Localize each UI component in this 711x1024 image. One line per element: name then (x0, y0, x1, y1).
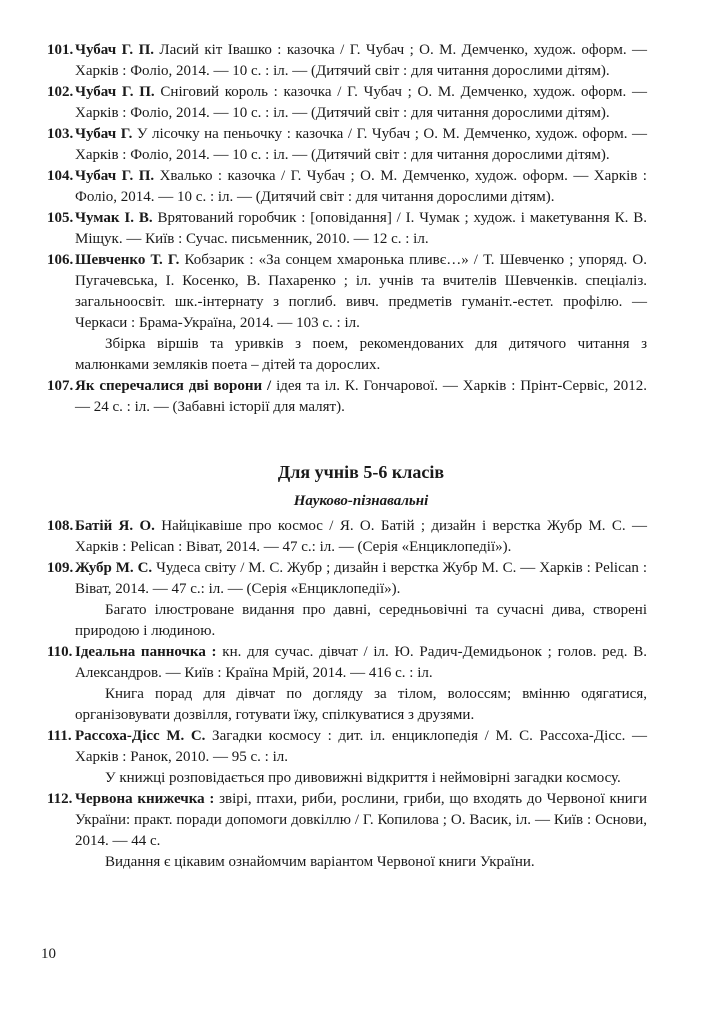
entry-description: У лісочку на пеньочку : казочка / Г. Чубач ; О. М. Демченко, худож. оформ. — Харків : Фоліо, 2014. — 10 с. : іл. — (Дитячий світ : для читання дорослими дітям). (75, 126, 647, 163)
entry-author: Чубач Г. (75, 126, 133, 142)
entry-annotation: У книжці розповідається про дивовижні відкриття і неймовірні загадки космосу. (105, 770, 621, 786)
entry-author: Жубр М. С. (75, 560, 153, 576)
entry-author: Ідеальна панночка : (75, 644, 217, 660)
entry-author: Рассоха-Дісс М. С. (75, 728, 206, 744)
entry-author: Чубач Г. П. (75, 84, 155, 100)
list-item (47, 516, 647, 558)
list-item (47, 558, 647, 642)
entries-bottom (47, 516, 647, 873)
list-item (47, 376, 647, 418)
entry-text (75, 726, 647, 768)
section-title: Для учнів 5-6 класів (277, 462, 445, 482)
list-item (47, 208, 647, 250)
entry-text (75, 516, 647, 558)
section-spacer (47, 418, 647, 460)
entry-text (75, 40, 647, 82)
entry-annotation: Збірка віршів та уривків з поем, рекомендованих для дитячого читання з малюнками земляків поета – дітей та дорослих. (75, 336, 647, 373)
entry-author: Чубач Г. П. (75, 42, 154, 58)
entry-annotation: Видання є цікавим ознайомчим варіантом Червоної книги України. (105, 854, 535, 870)
entry-number: 108. (47, 518, 74, 534)
list-item (47, 642, 647, 726)
list-item (47, 726, 647, 789)
entries-top (47, 40, 647, 418)
entry-text (75, 166, 647, 208)
list-item (47, 124, 647, 166)
entry-text (75, 82, 647, 124)
entry-text (75, 250, 647, 334)
list-item (47, 789, 647, 873)
entry-text (75, 124, 647, 166)
entry-number: 107. (47, 378, 74, 394)
list-item (47, 250, 647, 376)
entry-author: Батій Я. О. (75, 518, 155, 534)
entry-description: Чудеса світу / М. С. Жубр ; дизайн і верстка Жубр М. С. — Харків : Pelican : Віват, 2014. — 47 с.: іл. — (Серія «Енциклопедії»). (75, 560, 647, 597)
entry-description: Загадки космосу : дит. іл. енциклопедія / М. С. Рассоха-Дісс. — Харків : Ранок, 2010. — 95 с. : іл. (75, 728, 647, 765)
entry-author: Червона книжечка : (75, 791, 215, 807)
entry-description: Кобзарик : «За сонцем хмаронька пливє…» / Т. Шевченко ; упоряд. О. Пугачевська, І. Косенко, В. Пахаренко ; іл. учнів та вчителів Шевченків. спеціаліз. загальноосвіт. шк.-інтернату з поглиб. вивч. предметів гуманіт.-естет. профілю. — Черкаси : Брама-Україна, 2014. — 103 с. : іл. (75, 252, 647, 331)
entry-description: кн. для сучас. дівчат / іл. Ю. Радич-Демидьонок ; голов. ред. В. Александров. — Київ : Країна Мрій, 2014. — 416 с. : іл. (75, 644, 647, 681)
entry-number: 101. (47, 42, 74, 58)
entry-text (75, 789, 647, 852)
entry-text (75, 642, 647, 684)
entry-number: 103. (47, 126, 74, 142)
list-item (47, 40, 647, 82)
entry-number: 106. (47, 252, 74, 268)
entry-author: Чубач Г. П. (75, 168, 155, 184)
entry-annotation: Багато ілюстроване видання про давні, середньовічні та сучасні дива, створені природою і людиною. (75, 602, 647, 639)
entry-description: Найцікавіше про космос / Я. О. Батій ; дизайн і верстка Жубр М. С. — Харків : Pelican : Віват, 2014. — 47 с.: іл. — (Серія «Енциклопедії»). (75, 518, 647, 555)
entry-number: 111. (47, 728, 72, 744)
entry-number: 110. (47, 644, 73, 660)
entry-description: Ласий кіт Івашко : казочка / Г. Чубач ; О. М. Демченко, худож. оформ. — Харків : Фоліо, 2014. — 10 с. : іл. — (Дитячий світ : для читання дорослими дітям). (75, 42, 647, 79)
entry-author: Як сперечалися дві ворони / (75, 378, 272, 394)
entry-number: 109. (47, 560, 74, 576)
entry-text (75, 376, 647, 418)
entry-text (75, 208, 647, 250)
list-item (47, 166, 647, 208)
entry-text (75, 558, 647, 600)
page-content (47, 40, 647, 873)
entry-number: 102. (47, 84, 74, 100)
list-item (47, 82, 647, 124)
entry-number: 104. (47, 168, 74, 184)
entry-description: Сніговий король : казочка / Г. Чубач ; О. М. Демченко, худож. оформ. — Харків : Фоліо, 2014. — 10 с. : іл. — (Дитячий світ : для читання дорослими дітям). (75, 84, 647, 121)
entry-author: Чумак І. В. (75, 210, 153, 226)
entry-author: Шевченко Т. Г. (75, 252, 180, 268)
section-subtitle: Науково-пізнавальні (293, 493, 429, 509)
entry-description: Врятований горобчик : [оповідання] / І. Чумак ; худож. і макетування К. В. Міщук. — Київ : Сучас. письменник, 2010. — 12 с. : іл. (75, 210, 647, 247)
entry-number: 105. (47, 210, 74, 226)
entry-number: 112. (47, 791, 73, 807)
page-number: 10 (41, 946, 56, 962)
entry-description: Хвалько : казочка / Г. Чубач ; О. М. Демченко, худож. оформ. — Харків : Фоліо, 2014. — 10 с. : іл. — (Дитячий світ : для читання дорослими дітям). (75, 168, 647, 205)
entry-description: звірі, птахи, риби, рослини, гриби, що входять до Червоної книги України: практ. поради допомоги довкіллю / Г. Копилова ; О. Васик, іл. — Київ : Основи, 2014. — 44 с. (75, 791, 647, 849)
entry-description: ідея та іл. К. Гончарової. — Харків : Прінт-Сервіс, 2012. — 24 с. : іл. — (Забавні історії для малят). (75, 378, 647, 415)
entry-annotation: Книга порад для дівчат по догляду за тілом, волоссям; вмінню одягатися, організовувати дозвілля, готувати їжу, спілкуватися з друзями. (75, 686, 647, 723)
